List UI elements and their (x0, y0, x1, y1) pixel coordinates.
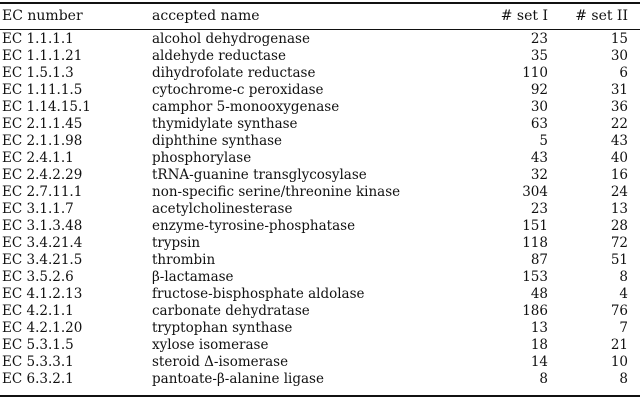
table-row (0, 150, 640, 167)
ec-cell: EC 3.5.2.6 (2, 269, 74, 285)
set-1-cell: 110 (522, 65, 548, 81)
set-1-cell: 118 (522, 235, 548, 251)
table-row (0, 65, 640, 82)
table-row (0, 99, 640, 116)
ec-cell: EC 1.1.1.21 (2, 48, 83, 64)
ec-cell: EC 1.1.1.1 (2, 31, 74, 47)
name-cell: steroid Δ-isomerase (152, 354, 289, 370)
table-row (0, 218, 640, 235)
table-row (0, 167, 640, 184)
header-rule (0, 29, 640, 30)
set-2-cell: 72 (610, 235, 628, 251)
set-2-cell: 8 (619, 371, 628, 387)
set-1-cell: 92 (530, 82, 548, 98)
set-2-cell: 7 (619, 320, 628, 336)
set-1-cell: 63 (530, 116, 548, 132)
name-cell: xylose isomerase (152, 337, 269, 353)
set-1-cell: 23 (530, 31, 548, 47)
set-2-cell: 10 (610, 354, 628, 370)
name-cell: camphor 5-monooxygenase (152, 99, 340, 115)
header-set-2: # set II (575, 8, 628, 24)
table-row (0, 354, 640, 371)
ec-cell: EC 3.4.21.4 (2, 235, 83, 251)
set-2-cell: 43 (610, 133, 628, 149)
name-cell: phosphorylase (152, 150, 252, 166)
set-2-cell: 22 (610, 116, 628, 132)
name-cell: β-lactamase (152, 269, 234, 285)
name-cell: dihydrofolate reductase (152, 65, 316, 81)
ec-cell: EC 2.4.1.1 (2, 150, 74, 166)
set-1-cell: 18 (530, 337, 548, 353)
name-cell: thrombin (152, 252, 216, 268)
ec-cell: EC 2.4.2.29 (2, 167, 83, 183)
name-cell: fructose-bisphosphate aldolase (152, 286, 365, 302)
ec-cell: EC 6.3.2.1 (2, 371, 74, 387)
set-1-cell: 14 (530, 354, 548, 370)
set-1-cell: 8 (539, 371, 548, 387)
top-rule (0, 2, 640, 4)
table-row (0, 320, 640, 337)
set-2-cell: 76 (610, 303, 628, 319)
set-2-cell: 21 (610, 337, 628, 353)
table-row (0, 235, 640, 252)
set-1-cell: 43 (530, 150, 548, 166)
name-cell: tryptophan synthase (152, 320, 293, 336)
ec-cell: EC 2.1.1.98 (2, 133, 83, 149)
header-row (0, 6, 640, 26)
ec-cell: EC 4.1.2.13 (2, 286, 83, 302)
name-cell: enzyme-tyrosine-phosphatase (152, 218, 356, 234)
header-set-1: # set I (500, 8, 548, 24)
table-row (0, 31, 640, 48)
table-row (0, 303, 640, 320)
table-row (0, 286, 640, 303)
set-2-cell: 51 (610, 252, 628, 268)
table-row (0, 252, 640, 269)
set-2-cell: 24 (610, 184, 628, 200)
name-cell: aldehyde reductase (152, 48, 286, 64)
set-1-cell: 13 (530, 320, 548, 336)
ec-cell: EC 4.2.1.1 (2, 303, 74, 319)
set-2-cell: 4 (619, 286, 628, 302)
ec-cell: EC 2.1.1.45 (2, 116, 83, 132)
name-cell: tRNA-guanine transglycosylase (152, 167, 367, 183)
name-cell: diphthine synthase (152, 133, 283, 149)
set-1-cell: 48 (530, 286, 548, 302)
set-2-cell: 40 (610, 150, 628, 166)
ec-cell: EC 1.5.1.3 (2, 65, 74, 81)
name-cell: pantoate-β-alanine ligase (152, 371, 324, 387)
set-1-cell: 30 (530, 99, 548, 115)
set-1-cell: 186 (522, 303, 548, 319)
set-1-cell: 151 (522, 218, 548, 234)
set-2-cell: 6 (619, 65, 628, 81)
set-2-cell: 15 (610, 31, 628, 47)
set-2-cell: 31 (610, 82, 628, 98)
ec-cell: EC 1.14.15.1 (2, 99, 91, 115)
set-1-cell: 153 (522, 269, 548, 285)
ec-cell: EC 2.7.11.1 (2, 184, 83, 200)
name-cell: thymidylate synthase (152, 116, 298, 132)
set-2-cell: 16 (610, 167, 628, 183)
table-row (0, 371, 640, 388)
bottom-rule (0, 395, 640, 397)
set-2-cell: 30 (610, 48, 628, 64)
ec-cell: EC 1.11.1.5 (2, 82, 83, 98)
header-ec-number: EC number (2, 8, 83, 24)
name-cell: alcohol dehydrogenase (152, 31, 310, 47)
ec-cell: EC 3.1.1.7 (2, 201, 74, 217)
set-1-cell: 32 (530, 167, 548, 183)
header-accepted-name: accepted name (152, 8, 260, 24)
ec-cell: EC 4.2.1.20 (2, 320, 83, 336)
set-2-cell: 28 (610, 218, 628, 234)
set-1-cell: 35 (530, 48, 548, 64)
set-2-cell: 13 (610, 201, 628, 217)
ec-cell: EC 3.4.21.5 (2, 252, 83, 268)
name-cell: non-specific serine/threonine kinase (152, 184, 401, 200)
ec-cell: EC 3.1.3.48 (2, 218, 83, 234)
name-cell: cytochrome-c peroxidase (152, 82, 324, 98)
table-row (0, 337, 640, 354)
table-row (0, 133, 640, 150)
table-row (0, 48, 640, 65)
set-1-cell: 23 (530, 201, 548, 217)
ec-cell: EC 5.3.1.5 (2, 337, 74, 353)
table-row (0, 201, 640, 218)
table-row (0, 269, 640, 286)
name-cell: trypsin (152, 235, 201, 251)
set-1-cell: 87 (530, 252, 548, 268)
table-row (0, 82, 640, 99)
set-2-cell: 8 (619, 269, 628, 285)
table-row (0, 184, 640, 201)
ec-cell: EC 5.3.3.1 (2, 354, 74, 370)
set-2-cell: 36 (610, 99, 628, 115)
table-row (0, 116, 640, 133)
set-1-cell: 5 (539, 133, 548, 149)
name-cell: acetylcholinesterase (152, 201, 293, 217)
name-cell: carbonate dehydratase (152, 303, 310, 319)
set-1-cell: 304 (522, 184, 548, 200)
